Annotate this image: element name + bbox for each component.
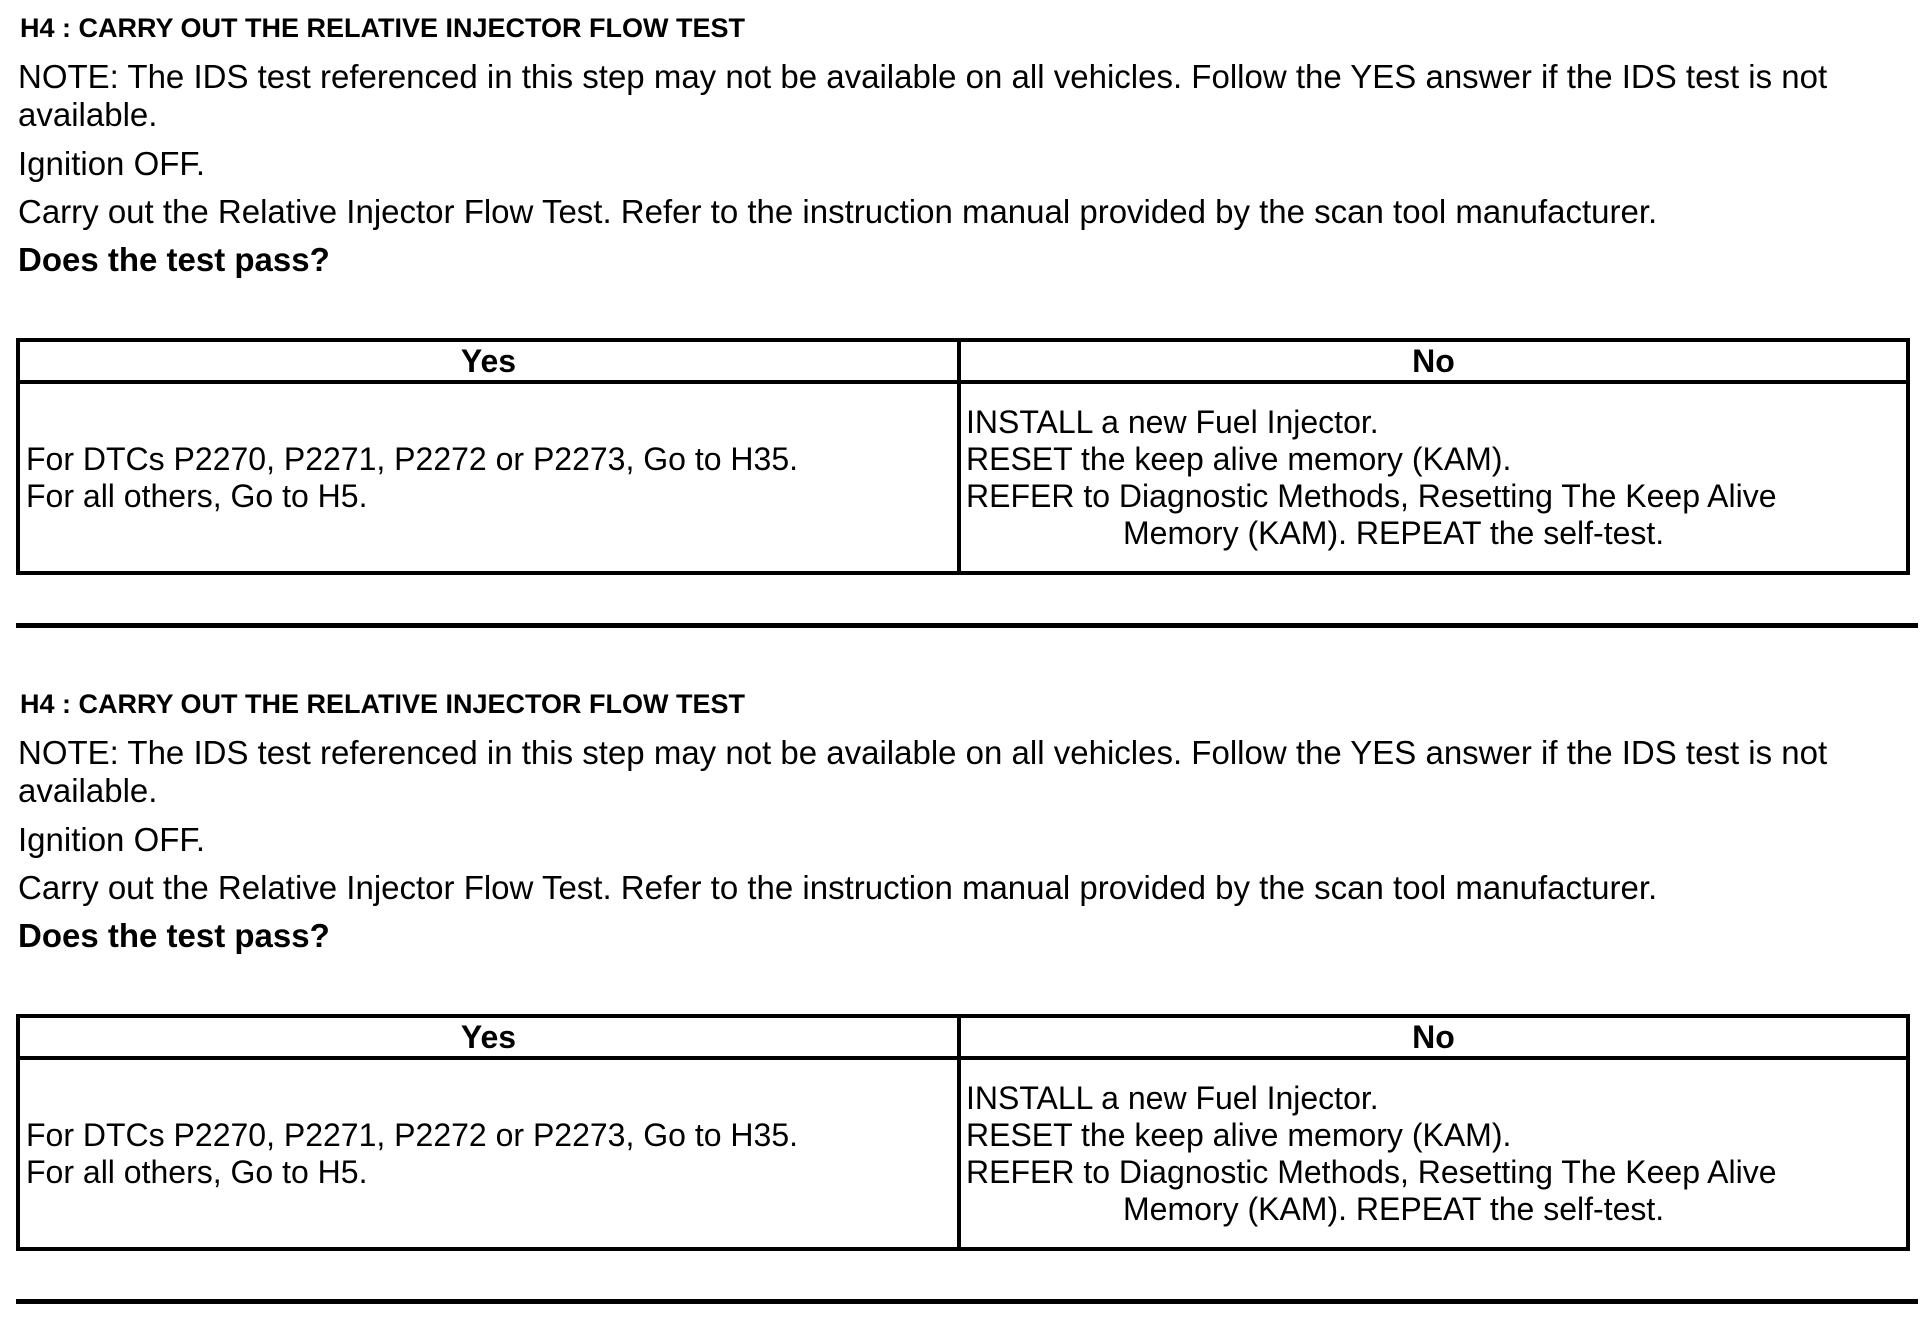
yes-no-result-table [16, 1014, 1910, 1251]
section-divider [16, 1299, 1918, 1304]
step-question: Does the test pass? [18, 917, 330, 954]
no-header: No [959, 1016, 1908, 1058]
test-step-section [0, 676, 1920, 1316]
test-step-section [0, 0, 1920, 640]
yes-no-result-table [16, 338, 1910, 575]
no-line: Memory (KAM). REPEAT the self-test. [1123, 514, 1665, 551]
yes-line: For all others, Go to H5. [26, 1153, 368, 1190]
table-header-row [18, 340, 1908, 382]
table-row [18, 382, 1908, 573]
step-title: H4 : CARRY OUT THE RELATIVE INJECTOR FLOW TEST [20, 689, 746, 719]
no-header: No [959, 340, 1908, 382]
no-cell [959, 382, 1908, 573]
yes-cell [18, 382, 959, 573]
ignition-instruction: Ignition OFF. [18, 821, 206, 858]
no-line: RESET the keep alive memory (KAM). [966, 1116, 1512, 1153]
yes-line: For all others, Go to H5. [26, 477, 368, 514]
test-instruction: Carry out the Relative Injector Flow Test. Refer to the instruction manual provided by the scan tool manufacturer. [18, 193, 1658, 230]
yes-header: Yes [18, 1016, 959, 1058]
section-divider [16, 623, 1918, 628]
step-title: H4 : CARRY OUT THE RELATIVE INJECTOR FLOW TEST [20, 13, 746, 43]
test-instruction: Carry out the Relative Injector Flow Test. Refer to the instruction manual provided by the scan tool manufacturer. [18, 869, 1658, 906]
table-row [18, 1058, 1908, 1249]
yes-cell [18, 1058, 959, 1249]
no-line: INSTALL a new Fuel Injector. [966, 403, 1379, 440]
table-header-row [18, 1016, 1908, 1058]
no-line: RESET the keep alive memory (KAM). [966, 440, 1512, 477]
no-cell [959, 1058, 1908, 1249]
no-line: Memory (KAM). REPEAT the self-test. [1123, 1190, 1665, 1227]
step-note: NOTE: The IDS test referenced in this step may not be available on all vehicles. Follow the YES answer if the IDS test is not available. [18, 734, 1828, 809]
yes-header: Yes [18, 340, 959, 382]
step-question: Does the test pass? [18, 241, 330, 278]
step-note: NOTE: The IDS test referenced in this step may not be available on all vehicles. Follow the YES answer if the IDS test is not available. [18, 58, 1828, 133]
no-line: INSTALL a new Fuel Injector. [966, 1079, 1379, 1116]
yes-line: For DTCs P2270, P2271, P2272 or P2273, Go to H35. [26, 1116, 798, 1153]
ignition-instruction: Ignition OFF. [18, 145, 206, 182]
yes-line: For DTCs P2270, P2271, P2272 or P2273, Go to H35. [26, 440, 798, 477]
no-line: REFER to Diagnostic Methods, Resetting The Keep Alive [966, 477, 1777, 514]
no-line: REFER to Diagnostic Methods, Resetting The Keep Alive [966, 1153, 1777, 1190]
